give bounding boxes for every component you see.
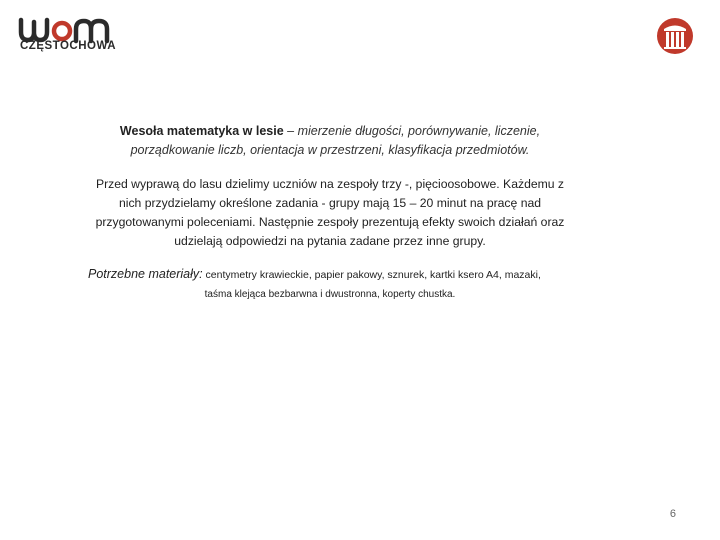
description-line2: nich przydzielamy określone zadania - grupy mają 15 – 20 minut na pracę nad	[118, 196, 542, 210]
slide-content	[60, 122, 600, 304]
description-line4: udzielają odpowiedzi na pytania zadane przez inne grupy.	[174, 234, 486, 248]
materials-line2: taśma klejąca bezbarwna i dwustronna, koperty chustka.	[204, 289, 456, 300]
title-italic-line1: – mierzenie długości, porównywanie, liczenie,	[283, 124, 541, 138]
page-number: 6	[669, 508, 676, 520]
title-italic-line2: porządkowanie liczb, orientacja w przestrzeni, klasyfikacja przedmiotów.	[130, 143, 530, 157]
title-block	[60, 122, 600, 160]
description-line1: Przed wyprawą do lasu dzielimy uczniów na zespoły trzy -, pięcioosobowe. Każdemu z	[95, 177, 565, 191]
wom-logo	[18, 14, 117, 62]
materials	[60, 265, 600, 304]
materials-label: Potrzebne materiały:	[88, 267, 203, 281]
title-bold: Wesoła matematyka w lesie	[119, 124, 284, 138]
logo-subtitle: CZĘSTOCHOWA	[20, 40, 117, 52]
description	[60, 175, 600, 251]
column-emblem-icon	[655, 16, 695, 56]
materials-line1: centymetry krawieckie, papier pakowy, sznurek, kartki ksero A4, mazaki,	[202, 269, 541, 281]
description-line3: przygotowanymi poleceniami. Następnie zespoły prezentują efekty swoich działań oraz	[95, 215, 565, 229]
